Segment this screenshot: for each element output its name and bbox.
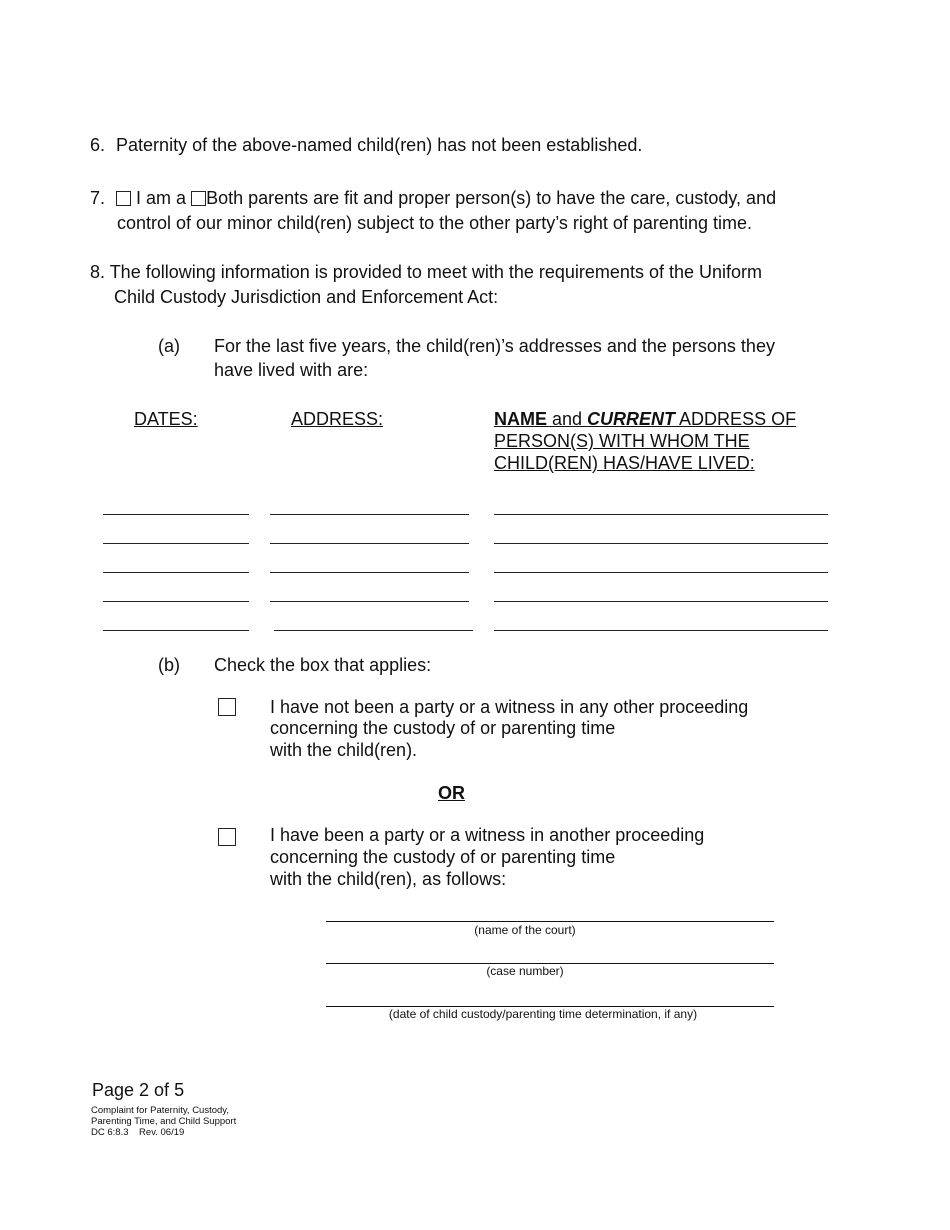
item-7-number: 7. bbox=[90, 188, 106, 208]
address-blank-3[interactable] bbox=[270, 572, 469, 573]
part-a-line-2: have lived with are: bbox=[214, 360, 369, 380]
person-blank-5[interactable] bbox=[494, 630, 828, 631]
header-name-word: NAME bbox=[494, 409, 547, 429]
form-code: DC 6:8.3 Rev. 06/19 bbox=[91, 1127, 185, 1138]
header-address-word: ADDRESS bbox=[675, 409, 772, 429]
part-b-instruction: Check the box that applies: bbox=[214, 655, 432, 675]
item-7-checkbox-both-parents[interactable] bbox=[191, 191, 206, 206]
item-8-line-1: 8. The following information is provided to meet with the requirements of the Uniform bbox=[90, 262, 762, 282]
part-a-line-1: For the last five years, the child(ren)’s addresses and the persons they bbox=[214, 336, 775, 356]
determination-date-caption: (date of child custody/parenting time determination, if any) bbox=[388, 1007, 698, 1021]
option-2-line-2: concerning the custody of or parenting time bbox=[270, 847, 616, 867]
item-7-option-b-label: Both parents are fit and proper person(s) to have the care, custody, and bbox=[206, 188, 777, 208]
part-b-label: (b) bbox=[158, 655, 180, 675]
option-2-line-1: I have been a party or a witness in another proceeding bbox=[270, 825, 705, 845]
person-blank-3[interactable] bbox=[494, 572, 828, 573]
person-blank-1[interactable] bbox=[494, 514, 828, 515]
case-number-caption: (case number) bbox=[486, 964, 564, 978]
person-blank-4[interactable] bbox=[494, 601, 828, 602]
dates-blank-3[interactable] bbox=[103, 572, 249, 573]
checkbox-was-party[interactable] bbox=[218, 828, 236, 846]
item-6 bbox=[90, 134, 642, 156]
header-and-word: and bbox=[547, 409, 588, 429]
address-blank-4[interactable] bbox=[270, 601, 469, 602]
header-dates: DATES: bbox=[134, 409, 198, 429]
page-number: Page 2 of 5 bbox=[92, 1080, 185, 1100]
person-blank-2[interactable] bbox=[494, 543, 828, 544]
header-name-current-address bbox=[494, 408, 796, 430]
form-title-line-2: Parenting Time, and Child Support bbox=[91, 1116, 237, 1127]
or-separator: OR bbox=[438, 783, 465, 803]
item-8-line-2: Child Custody Jurisdiction and Enforcement Act: bbox=[114, 287, 499, 307]
option-1-line-2: concerning the custody of or parenting time bbox=[270, 718, 616, 738]
address-blank-5[interactable] bbox=[274, 630, 473, 631]
option-1-line-1: I have not been a party or a witness in any other proceeding bbox=[270, 697, 749, 717]
header-current-word: CURRENT bbox=[587, 409, 676, 429]
header-address: ADDRESS: bbox=[291, 409, 384, 429]
option-1-line-3: with the child(ren). bbox=[270, 740, 418, 760]
court-name-field[interactable] bbox=[326, 921, 774, 922]
address-blank-2[interactable] bbox=[270, 543, 469, 544]
checkbox-not-party[interactable] bbox=[218, 698, 236, 716]
item-7-option-a-label: I am a bbox=[136, 188, 187, 208]
item-6-text: Paternity of the above-named child(ren) has not been established. bbox=[116, 135, 643, 155]
court-name-caption: (name of the court) bbox=[474, 923, 576, 937]
item-6-number: 6. bbox=[90, 135, 106, 155]
part-a-label: (a) bbox=[158, 336, 180, 356]
form-title-line-1: Complaint for Paternity, Custody, bbox=[91, 1105, 229, 1116]
item-7-line-2: control of our minor child(ren) subject to the other party’s right of parenting time. bbox=[117, 213, 752, 233]
address-blank-1[interactable] bbox=[270, 514, 469, 515]
item-7 bbox=[90, 187, 776, 209]
item-7-checkbox-i-am-a[interactable] bbox=[116, 191, 131, 206]
header-of-word: OF bbox=[771, 409, 797, 429]
dates-blank-4[interactable] bbox=[103, 601, 249, 602]
dates-blank-5[interactable] bbox=[103, 630, 249, 631]
header-line-3: CHILD(REN) HAS/HAVE LIVED: bbox=[494, 453, 755, 473]
option-2-line-3: with the child(ren), as follows: bbox=[270, 869, 507, 889]
dates-blank-2[interactable] bbox=[103, 543, 249, 544]
header-line-2: PERSON(S) WITH WHOM THE bbox=[494, 431, 750, 451]
dates-blank-1[interactable] bbox=[103, 514, 249, 515]
